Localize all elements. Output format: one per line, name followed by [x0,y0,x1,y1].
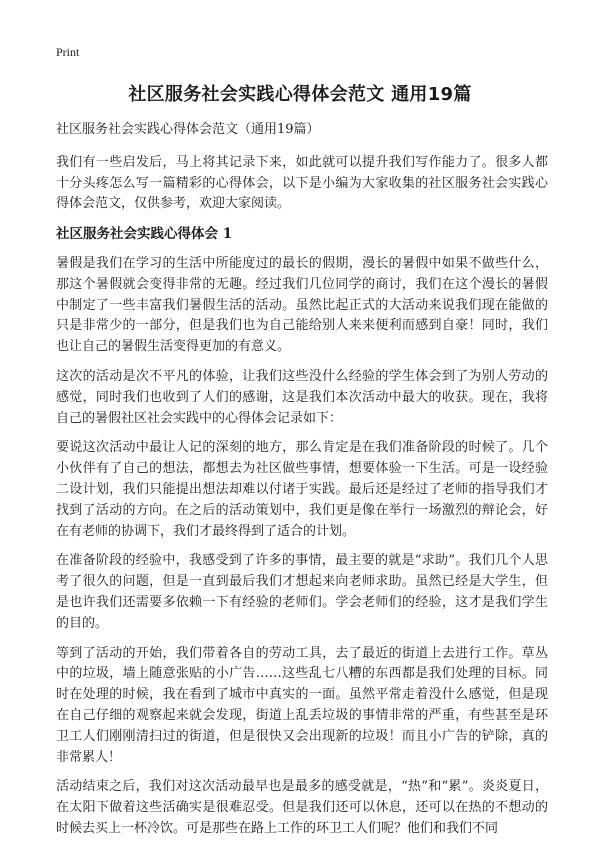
document-subtitle: 社区服务社会实践心得体会范文（通用19篇） [56,122,320,137]
body-paragraph: 等到了活动的开始，我们带着各自的劳动工具，去了最近的街道上去进行工作。草丛中的垃圾，墙上随意张贴的小广告……这些乱七八糟的东西都是我们处理的目标。同时在处理的时候，我在看到了城市中真实的一面。虽然平常走着没什么感觉，但是现在自己仔细的观察起来就会发现，街道上乱丢垃圾的事情非常的严重，有些甚至是环卫工人们刚刚清扫过的街道，但是很快又会出现新的垃圾！而且小广告的铲除，真的非常累人！ [56,645,548,765]
body-paragraph: 活动结束之后，我们对这次活动最早也是最多的感受就是，“热”和“累”。炎炎夏日，在太阳下做着这些活确实是很难忍受。但是我们还可以休息，还可以在热的不想动的时候去买上一杯冷饮。可是那些在路上工作的环卫工人们呢？他们和我们不同 [56,779,548,836]
intro-paragraph: 我们有一些启发后，马上将其记录下来，如此就可以提升我们写作能力了。很多人都十分头疼怎么写一篇精彩的心得体会，以下是小编为大家收集的社区服务社会实践心得体会范文，仅供参考，欢迎大家阅读。 [56,154,548,212]
document-title: 社区服务社会实践心得体会范文 通用19篇 [128,84,472,105]
body-paragraph: 要说这次活动中最让人记的深刻的地方，那么肯定是在我们准备阶段的时候了。几个小伙伴有了自己的想法，都想去为社区做些事情，想要体验一下生活。可是一设经验二设计划，我们只能提出想法却难以付诸于实践。最后还是经过了老师的指导我们才找到了活动的方向。在之后的活动策划中，我们更是像在举行一场激烈的辩论会，好在有老师的协调下，我们才最终得到了适合的计划。 [56,440,548,539]
body-paragraph: 在准备阶段的经验中，我感受到了许多的事情，最主要的就是“求助”。我们几个人思考了很久的问题，但是一直到最后我们才想起来向老师求助。虽然已经是大学生，但是也许我们还需要多依赖一下有经验的老师们。学会老师们的经验，这才是我们学生的目的。 [56,553,548,631]
section-heading: 社区服务社会实践心得体会 1 [56,226,233,243]
body-paragraph: 暑假是我们在学习的生活中所能度过的最长的假期，漫长的暑假中如果不做些什么，那这个暑假就会变得非常的无趣。经过我们几位同学的商讨，我们在这个漫长的暑假中制定了一些丰富我们暑假生活的活动。虽然比起正式的大活动来说我们现在能做的只是非常少的一部分，但是我们也为自己能给别人来来便利而感到自豪！同时，我们也让自己的暑假生活变得更加的有意义。 [56,255,548,355]
document-body [56,120,548,849]
body-paragraph: 这次的活动是次不平凡的体验，让我们这些没什么经验的学生体会到了为别人劳动的感觉，同时我们也收到了人们的感谢，这是我们本次活动中最大的收获。现在，我将自己的暑假社区社会实践中的心得体会记录如下： [56,368,548,426]
print-link[interactable]: Print [56,45,80,59]
